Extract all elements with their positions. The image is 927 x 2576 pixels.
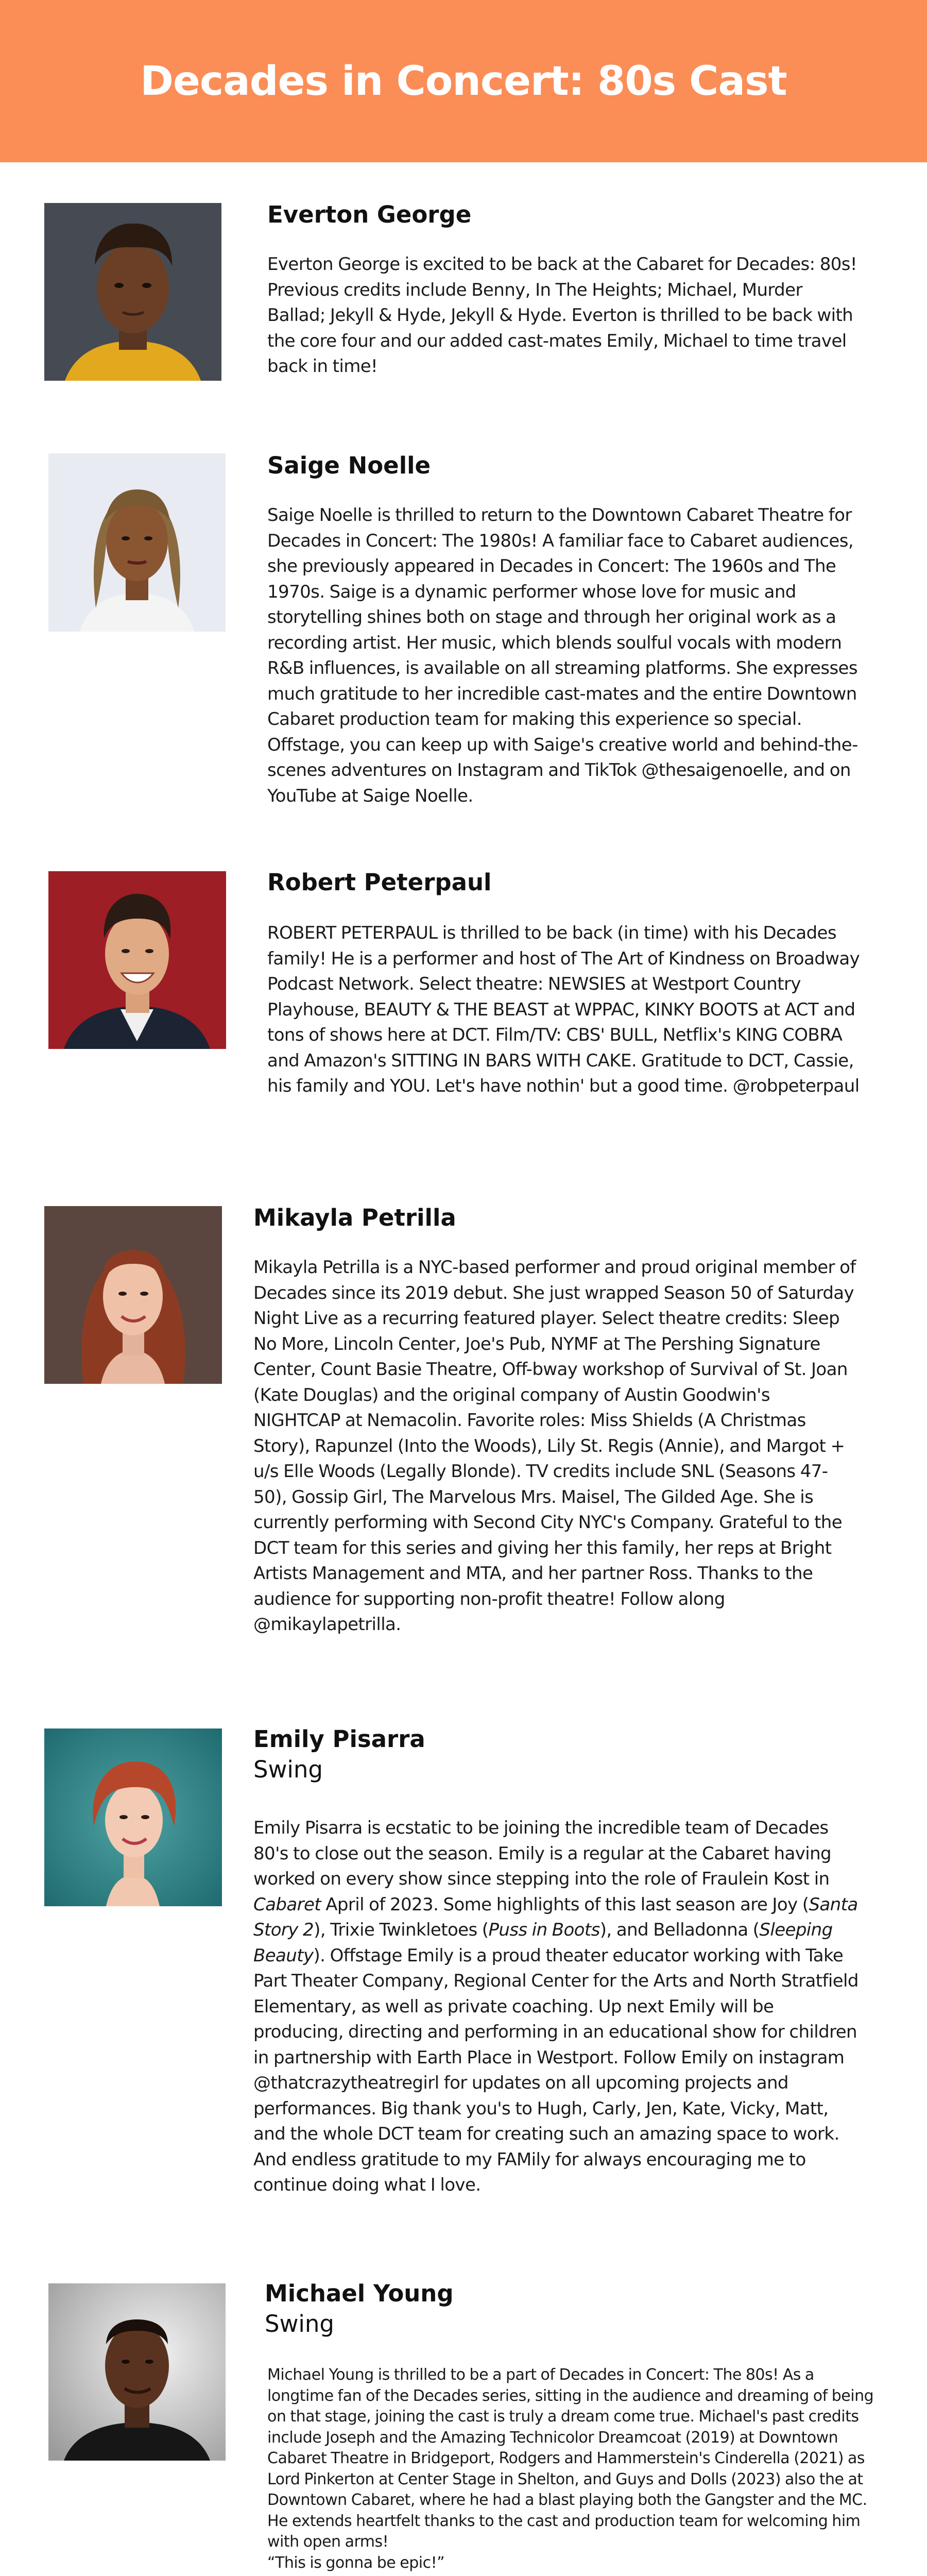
cast-name: Everton George (267, 201, 472, 228)
headshot-robert-peterpaul (48, 871, 226, 1049)
cast-bio (267, 503, 872, 809)
bio-segment: ). Offstage Emily is a proud theater educator working with Take Part Theater Company, Regional Center for the Arts and North Stratfield Elementary, as well as private coaching. Up next Emily will be producing, directing and performing in an educational show for children in partnership with Earth Place in Westport. Follow Emily on instagram @thatcrazytheatregirl for updates on all upcoming projects and performances. Big thank you's to Hugh, Carly, Jen, Kate, Vicky, Matt, and the whole DCT team for creating such an amazing space to work. And endless gratitude to my FAMily for always encouraging me to continue doing what I love. (253, 1945, 859, 2195)
bio-show-title: Puss in Boots (488, 1920, 600, 1940)
headshot-michael-young (48, 2283, 226, 2461)
cast-name: Emily Pisarra (253, 1725, 425, 1753)
page-title: Decades in Concert: 80s Cast (140, 58, 787, 105)
bio-segment: ), and Belladonna ( (599, 1920, 760, 1940)
cast-role: Swing (253, 1756, 323, 1783)
cast-bio (253, 1255, 861, 1638)
cast-bio (267, 252, 865, 380)
cast-name: Robert Peterpaul (267, 869, 492, 896)
cast-bio (267, 921, 875, 1099)
bio-text: Mikayla Petrilla is a NYC-based performer and proud original member of Decades since its 2019 debut. She just wrapped Season 50 of Saturday Night Live as a recurring featured player. Select theatre credits: Sleep No More, Lincoln Center, Joe's Pub, NYMF at The Pershing Signature Center, Count Basie Theatre, Off-bway workshop of Survival of St. Joan (Kate Douglas) and the original company of Austin Goodwin's NIGHTCAP at Nemacolin. Favorite roles: Miss Shields (A Christmas Story), Rapunzel (Into the Woods), Lily St. Regis (Annie), and Margot + u/s Elle Woods (Legally Blonde). TV credits include SNL (Seasons 47-50), Gossip Girl, The Marvelous Mrs. Maisel, The Gilded Age. She is currently performing with Second City NYC's Company. Grateful to the DCT team for this series and giving her this family, her reps at Bright Artists Management and MTA, and her partner Ross. Thanks to the audience for supporting non-profit theatre! Follow along @mikaylapetrilla. (253, 1257, 856, 1635)
bio-text: Michael Young is thrilled to be a part of Decades in Concert: The 80s! As a longtime fan of the Decades series, sitting in the audience and dreaming of being on that stage, joining the cast is truly a dream come true. Michael's past credits include Joseph and the Amazing Technicolor Dreamcoat (2019) at Downtown Cabaret Theatre in Bridgeport, Rodgers and Hammerstein's Cinderella (2021) as Lord Pinkerton at Center Stage in Shelton, and Guys and Dolls (2023) also the at Downtown Cabaret, where he had a blast playing both the Gangster and the MC. He extends heartfelt thanks to the cast and production team for welcoming him with open arms! (267, 2366, 874, 2551)
page-header (0, 0, 927, 162)
bio-text: Everton George is excited to be back at the Cabaret for Decades: 80s! Previous credits include Benny, In The Heights; Michael, Murder Ballad; Jekyll & Hyde, Jekyll & Hyde. Everton is thrilled to be back with the core four and our added cast-mates Emily, Michael to time travel back in time! (267, 254, 857, 377)
bio-segment: April of 2023. Some highlights of this last season are Joy ( (321, 1894, 809, 1915)
cast-bio (253, 1816, 861, 2198)
headshot-everton-george (44, 203, 221, 381)
bio-text (253, 1816, 861, 2198)
headshot-mikayla-petrilla (44, 1206, 222, 1384)
headshot-emily-pisarra (44, 1728, 222, 1906)
cast-role: Swing (265, 2310, 334, 2337)
cast-name: Mikayla Petrilla (253, 1204, 456, 1231)
bio-show-title: Santa Story 2 (253, 1894, 858, 1940)
bio-text: Saige Noelle is thrilled to return to the Downtown Cabaret Theatre for Decades in Concert: The 1980s! A familiar face to Cabaret audiences, she previously appeared in Decades in Concert: The 1960s and The 1970s. Saige is a dynamic performer whose love for music and storytelling shines both on stage and through her original work as a recording artist. Her music, which blends soulful vocals with modern R&B influences, is available on all streaming platforms. She expresses much gratitude to her incredible cast-mates and the entire Downtown Cabaret production team for making this experience so special. Offstage, you can keep up with Saige's creative world and behind-the-scenes adventures on Instagram and TikTok @thesaigenoelle, and on YouTube at Saige Noelle. (267, 505, 858, 806)
bio-quote: “This is gonna be epic!” (267, 2553, 445, 2572)
bio-show-title: Sleeping Beauty (253, 1920, 833, 1966)
bio-text: ROBERT PETERPAUL is thrilled to be back (in time) with his Decades family! He is a performer and host of The Art of Kindness on Broadway Podcast Network. Select theatre: NEWSIES at Westport Country Playhouse, BEAUTY & THE BEAST at WPPAC, KINKY BOOTS at ACT and tons of shows here at DCT. Film/TV: CBS' BULL, Netflix's KING COBRA and Amazon's SITTING IN BARS WITH CAKE. Gratitude to DCT, Cassie, his family and YOU. Let's have nothin' but a good time. @robpeterpaul (267, 923, 860, 1096)
bio-segment: ), Trixie Twinkletoes ( (314, 1920, 489, 1940)
cast-bio (267, 2365, 878, 2573)
bio-segment: Emily Pisarra is ecstatic to be joining the incredible team of Decades 80's to close out the season. Emily is a regular at the Cabaret having worked on every show since stepping into the role of Fraulein Kost in (253, 1818, 832, 1889)
bio-show-title: Cabaret (253, 1894, 321, 1915)
cast-name: Saige Noelle (267, 452, 431, 479)
headshot-saige-noelle (48, 453, 226, 632)
cast-name: Michael Young (265, 2280, 454, 2307)
